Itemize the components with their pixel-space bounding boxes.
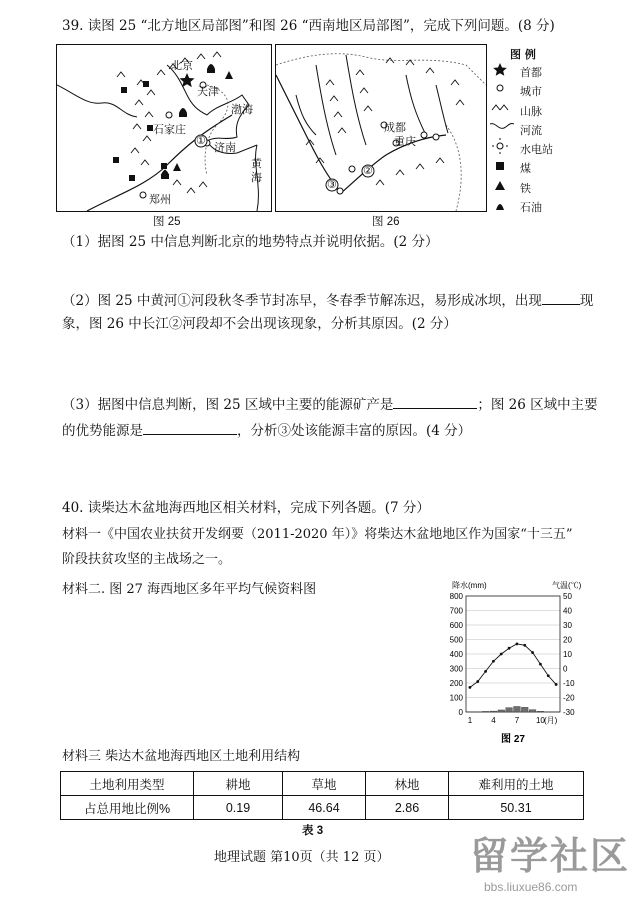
star-icon bbox=[493, 63, 507, 76]
table-header-cell: 草地 bbox=[283, 772, 366, 796]
climate-chart bbox=[436, 574, 592, 750]
y-right-tick-label: 0 bbox=[563, 664, 568, 674]
hydropower-icon bbox=[492, 138, 508, 154]
table-header-cell: 林地 bbox=[366, 772, 449, 796]
x-tick-label: 4 bbox=[491, 716, 496, 725]
legend-title: 图 例 bbox=[510, 48, 536, 61]
y-left-tick-label: 500 bbox=[449, 635, 463, 645]
precip-bar bbox=[490, 711, 497, 712]
label-bohai: 渤海 bbox=[231, 103, 253, 116]
table-header-cell: 土地利用类型 bbox=[61, 772, 194, 796]
table-cell: 46.64 bbox=[283, 796, 366, 820]
land-use-table bbox=[60, 771, 584, 820]
legend-icons bbox=[490, 62, 514, 212]
label-shijiazhuang: 石家庄 bbox=[153, 123, 186, 136]
y-right-tick-label: 20 bbox=[563, 635, 572, 645]
page-footer: 地理试题 第10页（共 12 页） bbox=[214, 850, 390, 865]
answer-blank[interactable] bbox=[542, 290, 580, 305]
legend-label: 煤 bbox=[520, 162, 531, 176]
label-jinan: 济南 bbox=[214, 141, 236, 154]
label-beijing: 北京 bbox=[171, 59, 193, 72]
q39-part3-text-c: 的优势能源是 bbox=[62, 423, 143, 439]
q40-material3: 材料三 柴达木盆地海西地区土地利用结构 bbox=[62, 749, 301, 764]
y-right-tick-label: -20 bbox=[563, 693, 575, 703]
y-right-tick-label: -30 bbox=[563, 708, 575, 717]
y-right-tick-label: -10 bbox=[563, 679, 575, 688]
legend-labels bbox=[520, 63, 553, 217]
q39-part3-line2 bbox=[62, 420, 471, 441]
legend-label: 石油 bbox=[520, 201, 542, 215]
q40-material2: 材料二. 图 27 海西地区多年平均气候资料图 bbox=[62, 582, 317, 597]
y-left-tick-label: 600 bbox=[449, 621, 463, 630]
y-right-tick-label: 30 bbox=[563, 621, 572, 630]
river-line bbox=[436, 85, 448, 133]
q39-part3-text-b: ；图 26 区域中主要 bbox=[477, 397, 598, 413]
q40-material1-line2: 阶段扶贫攻坚的主战场之一。 bbox=[62, 552, 232, 567]
square-icon bbox=[496, 162, 504, 170]
y-left-tick-label: 100 bbox=[449, 693, 463, 703]
label-num2: ② bbox=[363, 164, 373, 177]
circle-icon bbox=[497, 85, 503, 91]
q40-stem: 40. 读柴达木盆地海西地区相关材料，完成下列各题。(7 分） bbox=[62, 500, 430, 516]
x-tick-label: 1 bbox=[467, 716, 473, 725]
precip-bar bbox=[506, 708, 513, 712]
y-right-tick-label: 40 bbox=[563, 606, 572, 616]
temperature-point bbox=[469, 686, 472, 689]
y-left-tick-label: 300 bbox=[449, 664, 463, 674]
table-cell: 0.19 bbox=[194, 796, 283, 820]
legend-label: 河流 bbox=[520, 123, 542, 137]
legend-label: 城市 bbox=[520, 85, 542, 99]
yangtze-river bbox=[276, 75, 446, 193]
legend-label: 首都 bbox=[520, 66, 542, 79]
temperature-point bbox=[476, 680, 479, 683]
q40-material1-line1: 材料一《中国农业扶贫开发纲要（2011-2020 年）》将柴达木盆地地区作为国家“十三五” bbox=[62, 527, 573, 542]
fig26-svg bbox=[276, 45, 486, 211]
watermark-logo: 留学社区 bbox=[470, 836, 631, 878]
precip-bar bbox=[529, 710, 536, 712]
temperature-point bbox=[492, 660, 495, 663]
x-tick-label: 7 bbox=[514, 716, 520, 725]
legend-label: 山脉 bbox=[520, 104, 542, 118]
river-line bbox=[296, 95, 316, 135]
table-row bbox=[61, 796, 584, 820]
table-cell: 2.86 bbox=[366, 796, 449, 820]
temperature-point bbox=[516, 642, 519, 645]
q39-part2-line2: 象，图 26 中长江②河段却不会出现该现象，分析其原因。(2 分） bbox=[62, 316, 457, 332]
temperature-point bbox=[500, 653, 503, 656]
river-line bbox=[406, 75, 426, 135]
temperature-point bbox=[484, 670, 487, 673]
label-tianjin: 天津 bbox=[197, 85, 219, 98]
oil-icon bbox=[496, 204, 504, 210]
temperature-point bbox=[555, 683, 558, 686]
fig26-caption: 图 26 bbox=[372, 216, 400, 228]
q39-part1: （1）据图 25 中信息判断北京的地势特点并说明依据。(2 分） bbox=[62, 234, 439, 250]
x-axis-label: (月) bbox=[544, 716, 558, 725]
q39-part3-text-a: （3）据图中信息判断，图 25 区域中主要的能源矿产是 bbox=[62, 397, 394, 413]
table-header-cell: 耕地 bbox=[194, 772, 283, 796]
x-tick-label: 10 bbox=[535, 716, 545, 725]
q39-part2-line1 bbox=[62, 290, 593, 311]
river-line bbox=[316, 65, 336, 155]
label-num3: ③ bbox=[327, 178, 337, 191]
precip-bar bbox=[537, 711, 544, 712]
table-header-cell: 难利用的土地 bbox=[449, 772, 584, 796]
table-header-row bbox=[61, 772, 584, 796]
label-huanghai: 黄海 bbox=[251, 157, 262, 184]
q39-part3-text-d: ，分析③处该能源丰富的原因。(4 分） bbox=[237, 423, 472, 439]
legend bbox=[490, 46, 580, 216]
table-row-label: 占总用地比例% bbox=[61, 796, 194, 820]
temperature-point bbox=[539, 663, 542, 666]
triangle-icon bbox=[495, 181, 505, 190]
precip-bar bbox=[498, 710, 505, 712]
q39-part2-text-a: （2）图 25 中黄河①河段秋冬季节封冻早，冬春季节解冻迟，易形成冰坝，出现 bbox=[62, 293, 542, 309]
q39-part3-line1 bbox=[62, 394, 598, 415]
river-line bbox=[346, 55, 366, 145]
y-left-tick-label: 200 bbox=[449, 679, 463, 688]
temperature-point bbox=[547, 674, 550, 677]
q39-stem: 39. 读图 25 “北方地区局部图”和图 26 “西南地区局部图”，完成下列问题。(8 分) bbox=[62, 18, 555, 34]
label-river-num: ① bbox=[196, 134, 206, 147]
legend-label: 水电站 bbox=[520, 143, 553, 157]
border-line bbox=[446, 125, 461, 211]
chart-title: 图 27 bbox=[501, 734, 525, 745]
y-right-tick-label: 10 bbox=[563, 650, 572, 659]
y-left-tick-label: 800 bbox=[449, 592, 463, 601]
temperature-point bbox=[531, 651, 534, 654]
temperature-point bbox=[508, 647, 511, 650]
river-icon bbox=[490, 123, 514, 128]
fig25-map bbox=[56, 44, 272, 212]
label-chengdu: 成都 bbox=[384, 121, 406, 134]
table-caption: 表 3 bbox=[302, 825, 324, 837]
answer-blank[interactable] bbox=[143, 420, 237, 435]
precip-bar bbox=[482, 711, 489, 712]
y-left-tick-label: 0 bbox=[458, 708, 463, 717]
q39-part2-text-b: 现 bbox=[579, 293, 594, 309]
right-axis-label: 气温(℃) bbox=[552, 581, 582, 590]
table-cell: 50.31 bbox=[449, 796, 584, 820]
fig26-map bbox=[275, 44, 487, 212]
legend-label: 铁 bbox=[520, 181, 531, 195]
watermark-url: bbs.liuxue86.com bbox=[484, 880, 578, 894]
y-left-tick-label: 400 bbox=[449, 650, 463, 659]
fig25-caption: 图 25 bbox=[153, 216, 181, 228]
y-right-tick-label: 50 bbox=[563, 592, 572, 601]
temperature-line bbox=[470, 644, 556, 688]
label-zhengzhou: 郑州 bbox=[149, 193, 171, 206]
left-axis-label: 降水(mm) bbox=[452, 581, 487, 590]
y-left-tick-label: 700 bbox=[449, 606, 463, 616]
answer-blank[interactable] bbox=[393, 394, 477, 409]
precip-bar bbox=[521, 707, 528, 712]
temperature-point bbox=[523, 644, 526, 647]
label-chongqing: 重庆 bbox=[394, 135, 416, 148]
precip-bar bbox=[514, 706, 521, 712]
mountain-icon bbox=[492, 105, 508, 110]
